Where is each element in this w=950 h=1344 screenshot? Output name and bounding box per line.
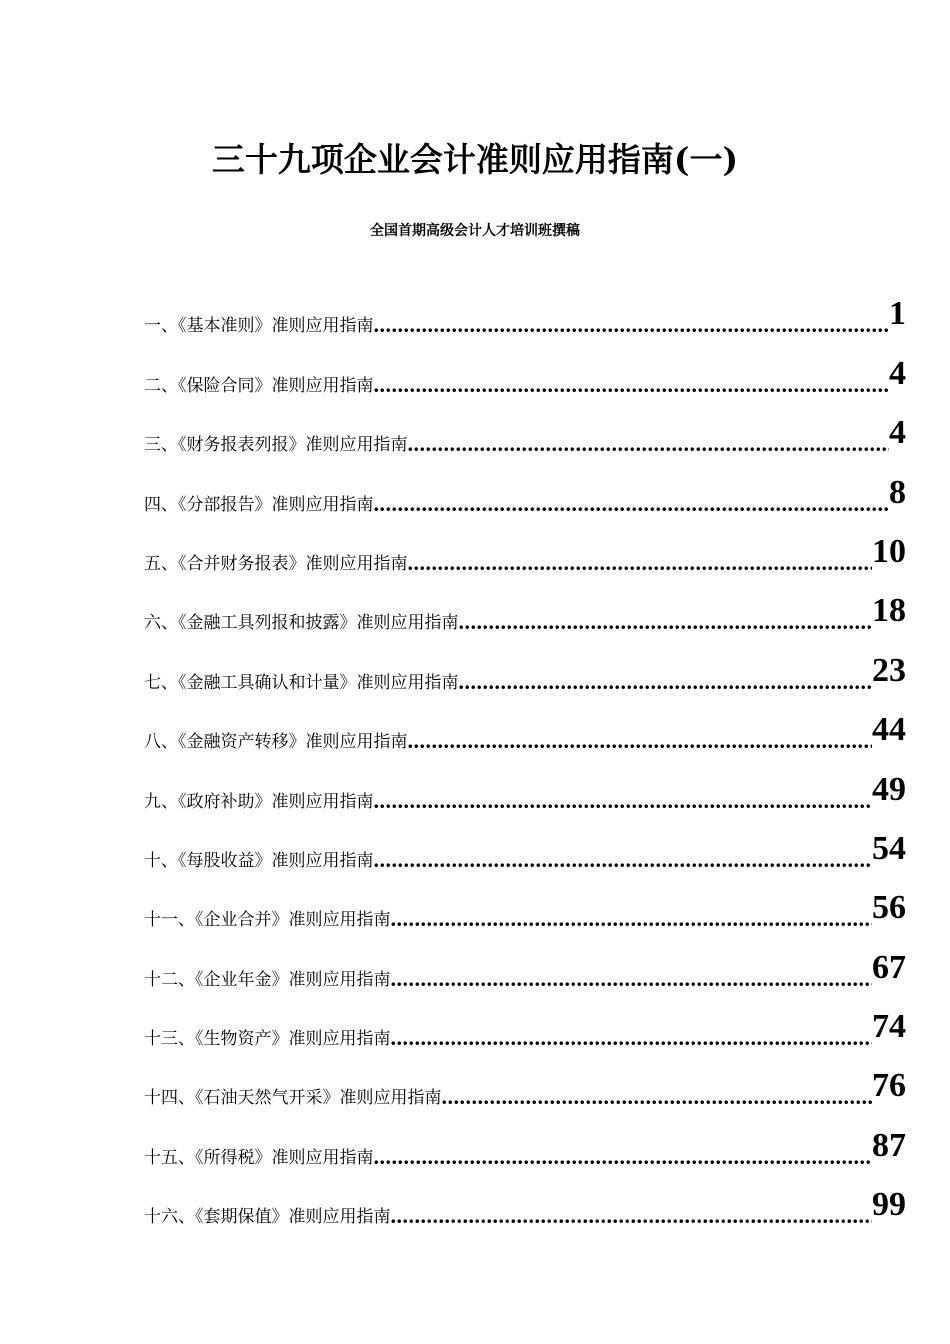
toc-dot-leader: [374, 788, 873, 818]
toc-dot-leader: [391, 1203, 873, 1233]
toc-entry-label: 十四、《石油天然气开采》准则应用指南: [144, 1088, 442, 1109]
toc-entry[interactable]: [144, 996, 906, 1055]
toc-entry[interactable]: [144, 580, 906, 639]
document-subtitle: 全国首期高级会计人才培训班撰稿: [370, 223, 580, 239]
toc-dot-leader: [374, 1144, 873, 1174]
document-title: 三十九项企业会计准则应用指南(一): [211, 140, 739, 179]
toc-entry-label: 十三、《生物资产》准则应用指南: [144, 1029, 391, 1050]
toc-entry[interactable]: [144, 699, 906, 758]
toc-dot-leader: [391, 966, 873, 996]
toc-dot-leader: [408, 550, 873, 580]
toc-page-number: 56: [872, 889, 906, 927]
toc-page-number: 76: [872, 1067, 906, 1105]
toc-entry[interactable]: [144, 639, 906, 698]
toc-dot-leader: [391, 906, 873, 936]
toc-entry[interactable]: [144, 283, 906, 342]
toc-dot-leader: [374, 847, 873, 877]
toc-entry[interactable]: [144, 342, 906, 401]
toc-entry-label: 十五、《所得税》准则应用指南: [144, 1147, 374, 1168]
toc-entry[interactable]: [144, 818, 906, 877]
toc-dot-leader: [459, 609, 873, 639]
toc-entry-label: 十二、《企业年金》准则应用指南: [144, 969, 391, 990]
toc-page-number: 99: [872, 1186, 906, 1224]
toc-entry[interactable]: [144, 1114, 906, 1173]
toc-page-number: 23: [872, 651, 906, 689]
toc-entry[interactable]: [144, 1174, 906, 1233]
toc-page-number: 54: [872, 829, 906, 867]
toc-entry[interactable]: [144, 758, 906, 817]
toc-dot-leader: [459, 669, 873, 699]
toc-dot-leader: [391, 1025, 873, 1055]
toc-dot-leader: [374, 491, 890, 521]
toc-entry[interactable]: [144, 877, 906, 936]
toc-page-number: 4: [889, 354, 906, 392]
toc-entry[interactable]: [144, 1055, 906, 1114]
toc-entry-label: 七、《金融工具确认和计量》准则应用指南: [144, 672, 459, 693]
toc-entry-label: 十、《每股收益》准则应用指南: [144, 850, 374, 871]
table-of-contents: [144, 283, 906, 1233]
toc-entry-label: 二、《保险合同》准则应用指南: [144, 375, 374, 396]
toc-page-number: 4: [889, 414, 906, 452]
toc-page-number: 87: [872, 1126, 906, 1164]
toc-page-number: 67: [872, 948, 906, 986]
toc-page-number: 8: [889, 473, 906, 511]
toc-dot-leader: [408, 728, 873, 758]
toc-entry-label: 十一、《企业合并》准则应用指南: [144, 910, 391, 931]
toc-entry-label: 一、《基本准则》准则应用指南: [144, 316, 374, 337]
toc-dot-leader: [442, 1084, 873, 1114]
toc-entry[interactable]: [144, 521, 906, 580]
toc-entry-label: 十六、《套期保值》准则应用指南: [144, 1207, 391, 1228]
toc-page-number: 44: [872, 711, 906, 749]
toc-entry-label: 八、《金融资产转移》准则应用指南: [144, 732, 408, 753]
toc-page-number: 10: [872, 532, 906, 570]
toc-entry-label: 四、《分部报告》准则应用指南: [144, 494, 374, 515]
toc-page-number: 18: [872, 592, 906, 630]
toc-entry-label: 五、《合并财务报表》准则应用指南: [144, 553, 408, 574]
toc-entry-label: 九、《政府补助》准则应用指南: [144, 791, 374, 812]
toc-page-number: 1: [889, 295, 906, 333]
toc-dot-leader: [374, 312, 890, 342]
toc-dot-leader: [408, 431, 890, 461]
toc-dot-leader: [374, 372, 890, 402]
toc-entry[interactable]: [144, 936, 906, 995]
toc-page-number: 49: [872, 770, 906, 808]
toc-entry[interactable]: [144, 461, 906, 520]
toc-entry-label: 三、《财务报表列报》准则应用指南: [144, 435, 408, 456]
toc-entry[interactable]: [144, 402, 906, 461]
toc-page-number: 74: [872, 1008, 906, 1046]
toc-entry-label: 六、《金融工具列报和披露》准则应用指南: [144, 613, 459, 634]
